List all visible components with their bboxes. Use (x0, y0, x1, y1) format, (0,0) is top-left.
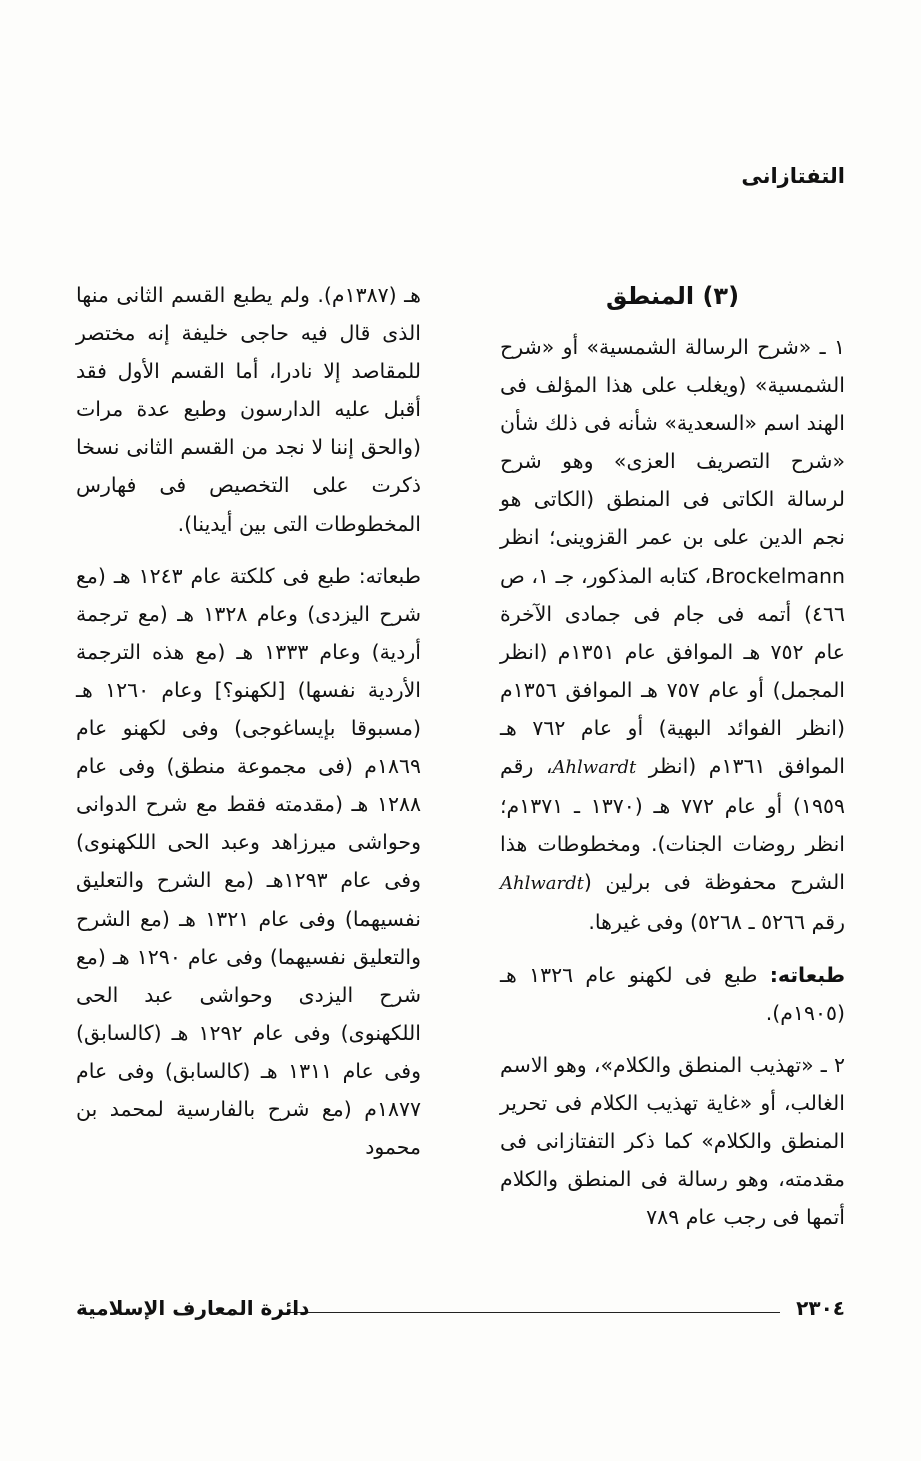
footer-divider (290, 1312, 780, 1313)
page-number: ٢٣٠٤ (796, 1296, 845, 1320)
paragraph: ١ ـ «شرح الرسالة الشمسية» أو «شرح الشمسية» (ويغلب على هذا المؤلف فى الهند اسم «السعدية» شأنه فى ذلك شأن «شرح التصريف العزى» وهو شرح لرسالة الكاتى فى المنطق (الكاتى هو نجم الدين على بن عمر القزوينى؛ انظر Brockelmann، كتابه المذكور، جـ ١، ص ٤٦٦) أتمه فى جام فى جمادى الآخرة عام ٧٥٢ هـ الموافق عام ١٣٥١م (انظر المجمل) أو عام ٧٥٧ هـ الموافق ١٣٥٦م (انظر الفوائد البهية) أو عام ٧٦٢ هـ الموافق ١٣٦١م (انظر Ahlwardt، رقم ١٩٥٩) أو عام ٧٧٢ هـ (١٣٧٠ ـ ١٣٧١م؛ انظر روضات الجنات). ومخطوطات هذا الشرح محفوظة فى برلين (Ahlwardt رقم ٥٢٦٦ ـ ٥٢٦٨) وفى غيرها. (500, 335, 846, 935)
section-heading: (٣) المنطق (605, 282, 740, 310)
editions-label: طبعاته: (769, 962, 846, 987)
paragraph: هـ (١٣٨٧م). ولم يطبع القسم الثانى منها الذى قال فيه حاجى خليفة إنه مختصر للمقاصد إلا نادرا، أما القسم الأول فقد أقبل عليه الدارسون وطبع عدة مرات (والحق إننا لا نجد من القسم الثانى نسخا ذكرت على التخصيص فى فهارس المخطوطات التى بين أيدينا). (76, 283, 421, 536)
right-column (500, 276, 845, 1236)
running-head: التفتازانى (741, 164, 845, 188)
publication-title: دائرة المعارف الإسلامية (76, 1296, 310, 1320)
paragraph: طبعاته: طبع فى لكهنو عام ١٣٢٦ هـ (١٩٠٥م). (500, 962, 846, 1025)
latin-term: Ahlwardt (500, 873, 584, 895)
paragraph: ٢ ـ «تهذيب المنطق والكلام»، وهو الاسم الغالب، أو «غاية تهذيب الكلام فى تحرير المنطق والكلام» كما ذكر التفتازانى فى مقدمته، وهو رسالة فى المنطق والكلام أتمها فى رجب عام ٧٨٩ (500, 1052, 845, 1230)
paragraph: طبعاته: طبع فى كلكتة عام ١٢٤٣ هـ (مع شرح اليزدى) وعام ١٣٢٨ هـ (مع ترجمة أردية) وعام ١٣٣٣ هـ (مع هذه الترجمة الأردية نفسها) [لكهنو؟] وعام ١٢٦٠ هـ (مسبوقا بإيساغوجى) وفى لكهنو عام ١٨٦٩م (فى مجموعة منطق) وفى عام ١٢٨٨ هـ (مقدمته فقط مع شرح الدوانى وحواشى ميرزاهد وعبد الحى اللكهنوى) وفى عام ١٢٩٣هـ (مع الشرح والتعليق نفسيهما) وفى عام ١٣٢١ هـ (مع الشرح والتعليق نفسيهما) وفى عام ١٢٩٠ هـ (مع شرح اليزدى وحواشى عبد الحى اللكهنوى) وفى عام ١٢٩٢ هـ (كالسابق) وفى عام ١٣١١ هـ (كالسابق) وفى عام ١٨٧٧م (مع شرح بالفارسية لمحمد بن محمود (76, 563, 421, 1160)
latin-term: Ahlwardt (552, 757, 637, 779)
left-column (76, 276, 421, 1166)
